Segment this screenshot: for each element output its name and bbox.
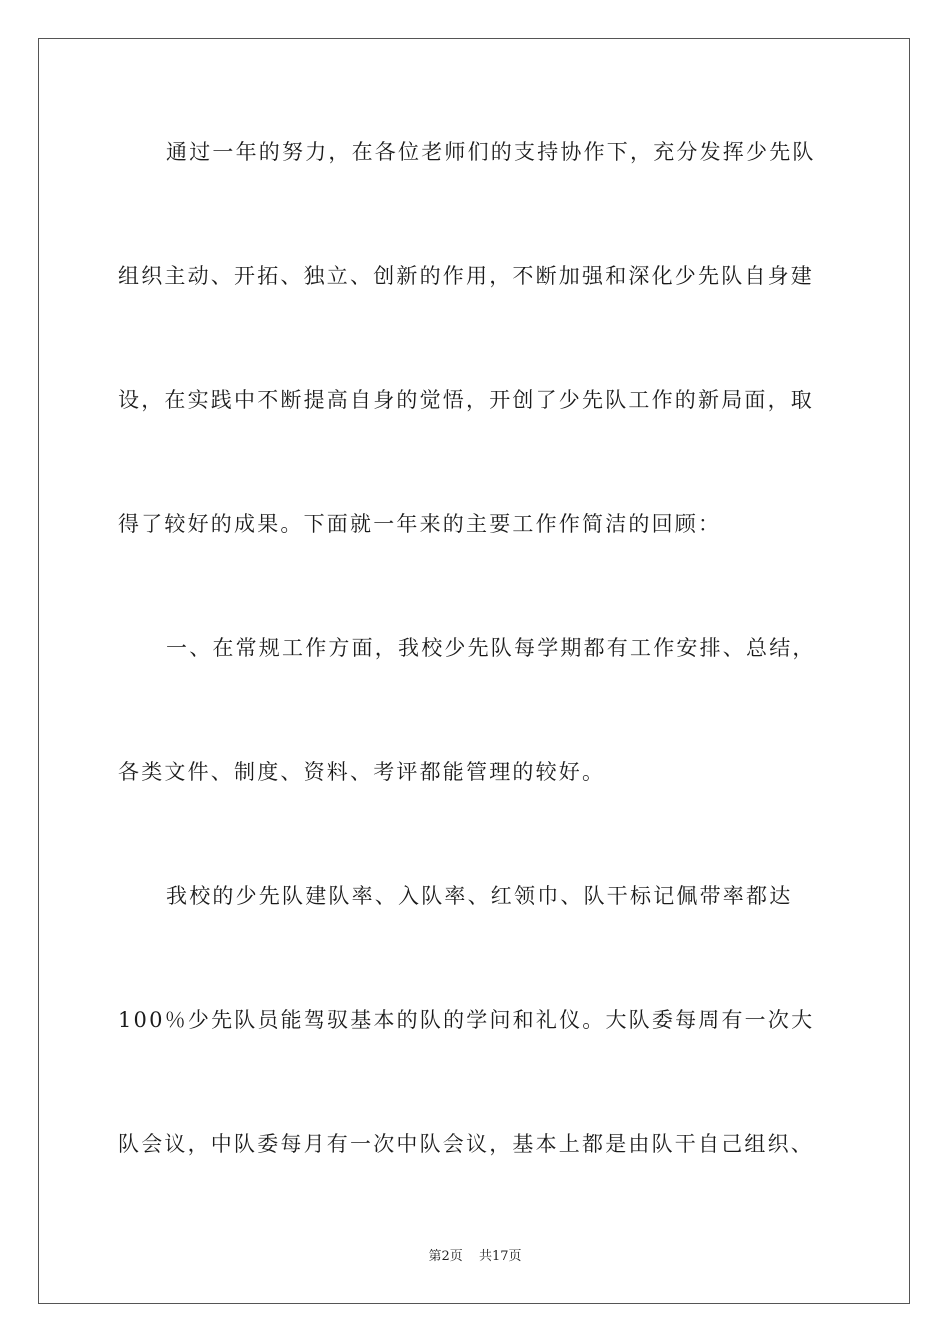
page-number: 第2页: [428, 1249, 463, 1264]
body-text-line: 组织主动、开拓、独立、创新的作用，不断加强和深化少先队自身建: [118, 264, 814, 288]
body-text-line: 我校的少先队建队率、入队率、红领巾、队干标记佩带率都达: [166, 884, 793, 908]
page-footer: [0, 1248, 950, 1266]
body-text-line: 100％少先队员能驾驭基本的队的学问和礼仪。大队委每周有一次大: [118, 1008, 815, 1032]
page-border: [38, 38, 910, 1304]
body-text-line: 队会议，中队委每月有一次中队会议，基本上都是由队干自己组织、: [118, 1132, 814, 1156]
body-text-line: 各类文件、制度、资料、考评都能管理的较好。: [118, 760, 606, 784]
body-text-line: 得了较好的成果。下面就一年来的主要工作作简洁的回顾：: [118, 512, 722, 536]
page-total: 共17页: [478, 1249, 522, 1264]
body-text-line: 通过一年的努力，在各位老师们的支持协作下，充分发挥少先队: [166, 140, 816, 164]
body-text-line: 设，在实践中不断提高自身的觉悟，开创了少先队工作的新局面，取: [118, 388, 814, 412]
body-text-line: 一、在常规工作方面，我校少先队每学期都有工作安排、总结，: [166, 636, 816, 660]
